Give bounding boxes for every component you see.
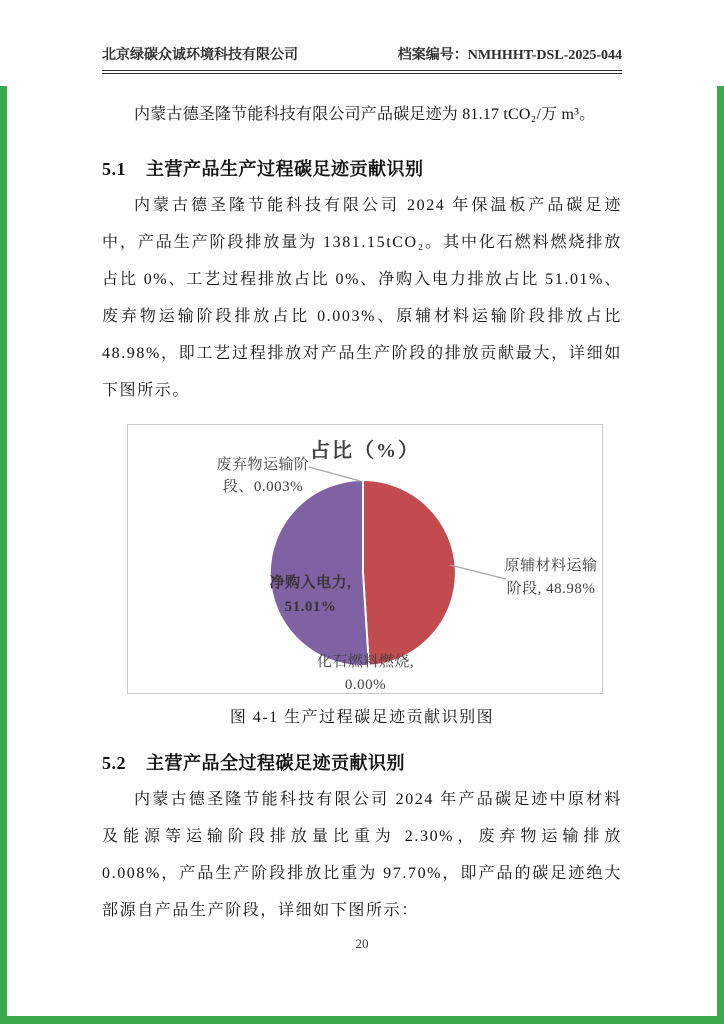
pie-label-raw-materials [503, 555, 599, 601]
page-content [102, 0, 622, 929]
file-number-value: NMHHHT-DSL-2025-044 [467, 48, 622, 63]
section-heading-5-2 [102, 749, 622, 775]
intro-paragraph: 内蒙古德圣隆节能科技有限公司产品碳足迹为 81.17 tCO₂/万 m³。 [134, 106, 596, 123]
pie-label-fossil-fuel [288, 651, 443, 697]
header-company-name: 北京绿碳众诚环境科技有限公司 [102, 48, 298, 63]
pie-label-fossil-line1: 化石燃料燃烧, [316, 654, 415, 670]
pie-label-fossil-line2: 0.00% [344, 677, 387, 693]
page-header [102, 0, 622, 64]
file-number-label: 档案编号： [397, 48, 468, 63]
scan-edge-right [717, 86, 724, 1024]
header-divider [102, 70, 622, 74]
pie-label-electricity-line1: 净购入电力, [269, 575, 352, 591]
section-title: 主营产品全过程碳足迹贡献识别 [146, 753, 405, 773]
chart-title: 占比（%） [310, 440, 420, 462]
pie-label-waste-line2: 段、0.003% [222, 479, 304, 495]
section-number: 5.2 [102, 753, 126, 773]
pie-label-waste-transport [183, 454, 343, 498]
leader-line-materials [450, 565, 506, 579]
page-number: 20 [355, 936, 369, 951]
section-title: 主营产品生产过程碳足迹贡献识别 [146, 159, 424, 179]
scan-edge-bottom [0, 1016, 724, 1024]
pie-label-waste-line1: 废弃物运输阶 [216, 457, 310, 473]
section-5-1-paragraph: 内蒙古德圣隆节能科技有限公司 2024 年保温板产品碳足迹中，产品生产阶段排放量为 1381.15tCO₂。其中化石燃料燃烧排放占比 0%、工艺过程排放占比 0%、净购入电力排放占比 51.01%、废弃物运输阶段排放占比 0.003%、原辅材料运输阶段排放占比 48.98%，即工艺过程排放对产品生产阶段的排放贡献最大，详细如下图所示。 [102, 197, 622, 399]
scan-edge-left [0, 86, 7, 1024]
section-5-2-paragraph: 内蒙古德圣隆节能科技有限公司 2024 年产品碳足迹中原材料及能源等运输阶段排放量比重为 2.30%，废弃物运输排放 0.008%，产品生产阶段排放比重为 97.70%，即产品的碳足迹绝大部源自产品生产阶段，详细如下图所示： [102, 791, 622, 919]
pie-label-materials-line1: 原辅材料运输 [504, 558, 598, 574]
section-number: 5.1 [102, 159, 126, 179]
figure-caption: 图 4-1 生产过程碳足迹贡献识别图 [229, 709, 495, 726]
section-heading-5-1 [102, 155, 622, 181]
pie-chart [127, 424, 603, 694]
pie-label-purchased-electricity [233, 571, 388, 619]
pie-label-materials-line2: 阶段, 48.98% [506, 581, 596, 597]
pie-label-electricity-line2: 51.01% [284, 599, 337, 615]
header-file-number [398, 44, 622, 64]
